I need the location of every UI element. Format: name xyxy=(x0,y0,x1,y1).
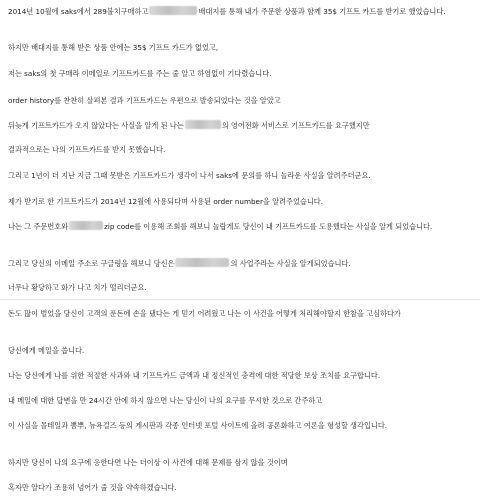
paragraph-10-text-a: 그리고 당신의 이메일 주소로 구글링을 해보니 당신은 xyxy=(8,259,175,268)
paragraph-1-text-a: 2014년 10월에 saks에서 289불치구매하고 xyxy=(8,7,149,16)
paragraph-6-text: 결과적으로는 나의 기프트카드를 받지 못했습니다. xyxy=(8,145,166,154)
paragraph-2 xyxy=(8,42,470,53)
paragraph-6 xyxy=(8,144,470,155)
paragraph-17-text: 하지만 당신이 나의 요구에 응한다면 나는 더이상 이 사건에 대해 문제를 삼지 않을 것이며 xyxy=(8,458,288,467)
paragraph-1 xyxy=(8,6,470,17)
paragraph-9 xyxy=(8,221,470,232)
paragraph-11 xyxy=(8,282,470,293)
paragraph-9-text-a: 나는 그 주문번호와 xyxy=(8,222,69,231)
paragraph-9-text-b: zip code를 이용해 조회를 해보니 놀랍게도 당신이 내 기프트카드를 도용했다는 사실을 알게 되었습니다. xyxy=(104,222,433,231)
redacted-shipping-service xyxy=(149,6,197,15)
paragraph-2-text: 하지만 배대지를 통해 받은 상품 안에는 35$ 기프트 카드가 없었고, xyxy=(8,43,219,52)
divider xyxy=(0,299,480,300)
redacted-shipping-service xyxy=(185,120,221,129)
paragraph-7 xyxy=(8,170,470,181)
paragraph-16-text: 이 사실을 몰테일과 뽐뿌, 뉴욕걸즈 등의 게시판과 각종 인터넷 포털 사이트에 올려 공론화하고 여론을 형성할 생각입니다. xyxy=(8,421,388,430)
paragraph-11-text: 너무나 황당하고 화가 나고 치가 떨리더군요. xyxy=(8,283,147,292)
paragraph-15-text: 내 메일에 대한 답변을 만 24시간 안에 하지 않으면 나는 당신이 나의 요구를 무시한 것으로 간주하고 xyxy=(8,396,323,405)
paragraph-13 xyxy=(8,345,470,356)
paragraph-3 xyxy=(8,68,470,79)
paragraph-10 xyxy=(8,258,470,269)
paragraph-12 xyxy=(8,308,470,319)
paragraph-4 xyxy=(8,95,470,106)
paragraph-15 xyxy=(8,395,470,406)
paragraph-13-text: 당신에게 메일을 씁니다. xyxy=(8,346,85,355)
paragraph-18 xyxy=(8,482,470,493)
paragraph-12-text: 돈도 많이 벌었을 당신이 고객의 푼돈에 손을 댔다는 게 믿기 어려웠고 나는 이 사건을 어떻게 처리해야할지 한참을 고심하다가 xyxy=(8,309,401,318)
paragraph-14 xyxy=(8,370,470,381)
paragraph-8-text: 제가 받기로 한 기프트카드가 2014년 12월에 사용되다며 사용된 order number을 알려주었습니다. xyxy=(8,197,324,206)
paragraph-17 xyxy=(8,457,470,468)
paragraph-8 xyxy=(8,196,470,207)
redacted-zip-code-owner xyxy=(69,221,103,230)
paragraph-5 xyxy=(8,120,470,131)
paragraph-14-text: 나는 당신에게 나를 위한 적절한 사과와 내 기프트카드 금액과 내 정신적인 충격에 대한 적당한 보상 조치를 요구합니다. xyxy=(8,371,381,380)
paragraph-16 xyxy=(8,420,470,431)
paragraph-3-text: 저는 saks의 첫 구매라 이메일로 기프트카드를 주는 줄 알고 하염없이 기다렸습니다. xyxy=(8,69,272,78)
paragraph-18-text: 혹자만 알다가 조용히 넘어가 줄 것을 약속하겠습니다. xyxy=(8,483,177,492)
paragraph-10-text-b: 의 사업주라는 사실을 알게되었습니다. xyxy=(230,259,351,268)
paragraph-1-text-b: 배대지를 통해 내가 주문한 상품과 함께 35$ 기프트 카드를 받기로 했었습니다. xyxy=(198,7,446,16)
paragraph-4-text: order history를 찬찬히 살펴본 결과 기프트카드는 우편으로 발송되었다는 것을 알았고 xyxy=(8,96,281,105)
redacted-business-name xyxy=(175,258,229,267)
paragraph-7-text: 그리고 1년이 더 지난 지금 그때 못받은 기프트카드가 생각이 나서 saks에 문의를 하니 놀라운 사실을 알려주더군요. xyxy=(8,171,371,180)
paragraph-5-text-a: 뒤늦게 기프트카드가 오지 않았다는 사실을 알게 된 나는 xyxy=(8,121,184,130)
paragraph-5-text-b: 의 영어전화 서비스로 기프트카드를 요구했지만 xyxy=(221,121,370,130)
